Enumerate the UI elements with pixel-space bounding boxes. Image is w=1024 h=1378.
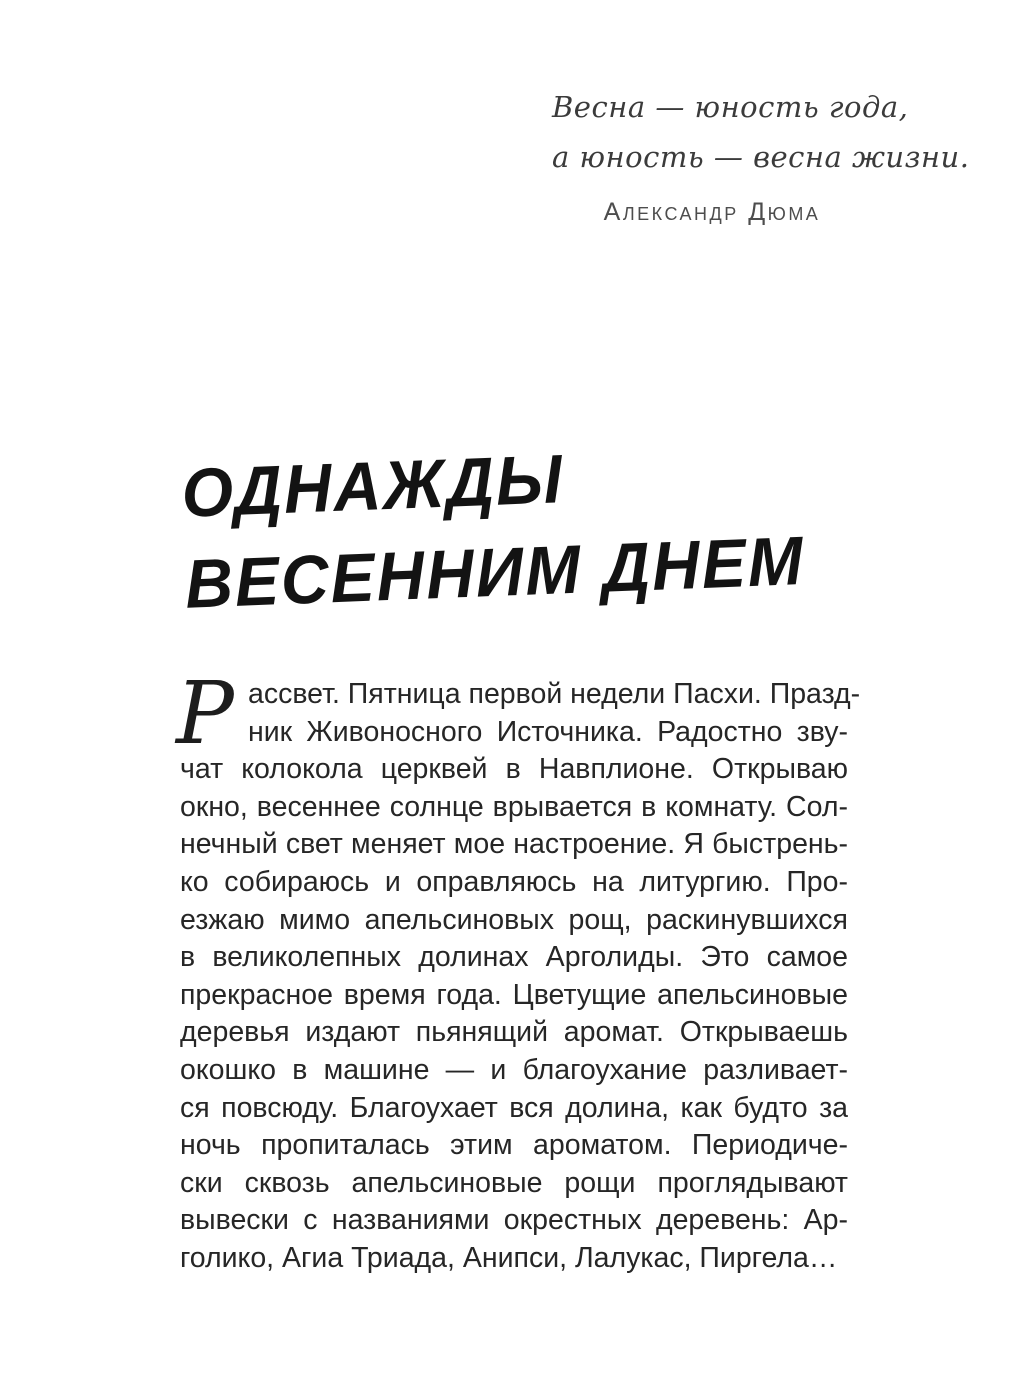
chapter-title-line-1: ОДНАЖДЫ — [180, 439, 566, 532]
body-line: ассвет. Пятница первой недели Пасхи. Празд- — [248, 678, 861, 710]
body-line: голико, Агиа Триада, Анипси, Лалукас, Пиргела… — [180, 1241, 838, 1274]
body-line: ко собираюсь и оправляюсь на литургию. Про- — [180, 865, 848, 898]
body-line: деревья издают пьянящий аромат. Открываешь — [180, 1016, 848, 1049]
body-line: ски сквозь апельсиновые рощи проглядывают — [180, 1166, 848, 1199]
body-paragraph — [176, 664, 861, 1278]
body-line: ночь пропиталась этим ароматом. Периодиче- — [180, 1129, 848, 1162]
body-line: нечный свет меняет мое настроение. Я быстрень- — [180, 828, 848, 861]
body-lines — [180, 676, 861, 1278]
body-line: окно, весеннее солнце врывается в комнату. Сол- — [180, 790, 848, 823]
body-line: чат колокола церквей в Навплионе. Открываю — [180, 753, 848, 786]
epigraph-line-1: Весна — юность года, — [552, 90, 909, 124]
chapter-title-line-2: ВЕСЕННИМ ДНЕМ — [183, 521, 807, 623]
body-line: езжаю мимо апельсиновых рощ, раскинувшихся — [180, 903, 848, 936]
chapter-title — [180, 424, 806, 630]
epigraph — [552, 82, 970, 227]
epigraph-line-2: а юность — весна жизни. — [552, 140, 970, 174]
body-line: ся повсюду. Благоухает вся долина, как будто за — [180, 1091, 848, 1124]
body-line: прекрасное время года. Цветущие апельсиновые — [180, 978, 848, 1011]
body-line: ник Живоносного Источника. Радостно зву- — [248, 715, 848, 748]
body-line: вывески с названиями окрестных деревень: Ар- — [180, 1204, 848, 1237]
body-line: окошко в машине — и благоухание разливает- — [180, 1053, 848, 1086]
body-line: в великолепных долинах Арголиды. Это самое — [180, 941, 848, 974]
drop-cap: Р — [176, 664, 234, 764]
epigraph-attribution: Александр Дюма — [603, 198, 821, 226]
